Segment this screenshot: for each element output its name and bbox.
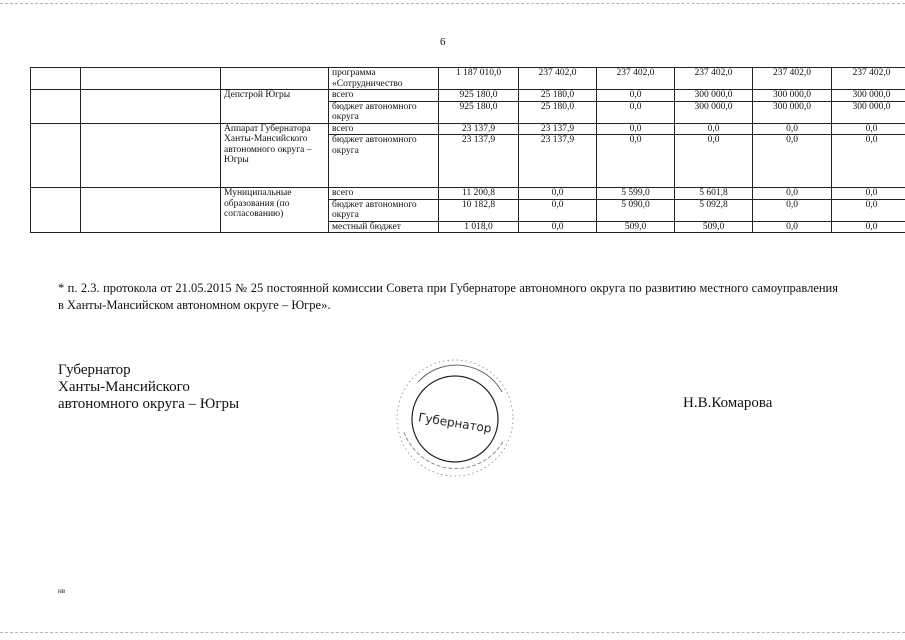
- value-cell: 0,0: [832, 221, 905, 233]
- value-cell: 0,0: [753, 188, 832, 200]
- signatory-name: Н.В.Комарова: [683, 395, 773, 411]
- value-cell: 5 090,0: [597, 199, 675, 221]
- value-cell: 0,0: [675, 123, 753, 135]
- value-cell: 237 402,0: [832, 68, 905, 90]
- value-cell: 23 137,9: [439, 135, 519, 188]
- source-cell: всего: [329, 123, 439, 135]
- executor-cell: [221, 68, 329, 90]
- source-cell: всего: [329, 188, 439, 200]
- signatory-title-line: автономного округа – Югры: [58, 396, 240, 412]
- executor-cell: Муниципальные образования (по согласованию): [221, 188, 329, 233]
- value-cell: 1 018,0: [439, 221, 519, 233]
- value-cell: 23 137,9: [519, 123, 597, 135]
- table-row: [31, 123, 905, 135]
- value-cell: 300 000,0: [832, 101, 905, 123]
- executor-initials: нв: [58, 587, 66, 595]
- value-cell: 0,0: [519, 199, 597, 221]
- table-cell: [81, 123, 221, 188]
- table-row: [31, 68, 905, 90]
- value-cell: 10 182,8: [439, 199, 519, 221]
- value-cell: 300 000,0: [832, 90, 905, 102]
- official-seal: [392, 352, 522, 482]
- value-cell: 925 180,0: [439, 90, 519, 102]
- value-cell: 0,0: [597, 135, 675, 188]
- top-scan-edge: [0, 3, 905, 4]
- source-cell: программа «Сотрудничество: [329, 68, 439, 90]
- value-cell: 237 402,0: [519, 68, 597, 90]
- bottom-scan-edge: [0, 632, 905, 633]
- table-cell: [31, 68, 81, 90]
- value-cell: 0,0: [519, 221, 597, 233]
- value-cell: 0,0: [753, 123, 832, 135]
- executor-cell: Депстрой Югры: [221, 90, 329, 124]
- value-cell: 23 137,9: [439, 123, 519, 135]
- value-cell: 0,0: [832, 188, 905, 200]
- source-cell: бюджет автономного округа: [329, 135, 439, 188]
- page-number: 6: [440, 36, 446, 48]
- value-cell: 237 402,0: [675, 68, 753, 90]
- table-cell: [31, 90, 81, 124]
- value-cell: 0,0: [519, 188, 597, 200]
- executor-cell: Аппарат Губернатора Ханты-Мансийского автономного округа – Югры: [221, 123, 329, 188]
- table-cell: [31, 188, 81, 233]
- source-cell: всего: [329, 90, 439, 102]
- signatory-title: [58, 362, 239, 413]
- seal-text: Губернатор: [417, 410, 493, 436]
- value-cell: 0,0: [597, 101, 675, 123]
- value-cell: 300 000,0: [675, 101, 753, 123]
- table-row: [31, 188, 905, 200]
- value-cell: 0,0: [675, 135, 753, 188]
- footnote: * п. 2.3. протокола от 21.05.2015 № 25 постоянной комиссии Совета при Губернаторе автономного округа по развитию местного самоуправления в Ханты-Мансийском автономном округе – Югре».: [58, 281, 838, 312]
- value-cell: 300 000,0: [753, 101, 832, 123]
- value-cell: 300 000,0: [675, 90, 753, 102]
- value-cell: 11 200,8: [439, 188, 519, 200]
- table-cell: [31, 123, 81, 188]
- signatory-title-line: Ханты-Мансийского: [58, 379, 190, 395]
- value-cell: 0,0: [753, 135, 832, 188]
- table-cell: [81, 68, 221, 90]
- value-cell: 0,0: [753, 221, 832, 233]
- table-cell: [81, 188, 221, 233]
- value-cell: 25 180,0: [519, 90, 597, 102]
- value-cell: 1 187 010,0: [439, 68, 519, 90]
- value-cell: 237 402,0: [597, 68, 675, 90]
- value-cell: 5 601,8: [675, 188, 753, 200]
- value-cell: 0,0: [597, 90, 675, 102]
- signatory-title-line: Губернатор: [58, 362, 131, 378]
- value-cell: 300 000,0: [753, 90, 832, 102]
- value-cell: 5 599,0: [597, 188, 675, 200]
- value-cell: 5 092,8: [675, 199, 753, 221]
- table-row: [31, 90, 905, 102]
- source-cell: бюджет автономного округа: [329, 199, 439, 221]
- value-cell: 23 137,9: [519, 135, 597, 188]
- value-cell: 509,0: [675, 221, 753, 233]
- budget-table: [30, 67, 905, 233]
- value-cell: 925 180,0: [439, 101, 519, 123]
- table-cell: [81, 90, 221, 124]
- value-cell: 25 180,0: [519, 101, 597, 123]
- value-cell: 0,0: [832, 135, 905, 188]
- value-cell: 0,0: [832, 199, 905, 221]
- source-cell: местный бюджет: [329, 221, 439, 233]
- value-cell: 0,0: [597, 123, 675, 135]
- value-cell: 509,0: [597, 221, 675, 233]
- value-cell: 237 402,0: [753, 68, 832, 90]
- value-cell: 0,0: [832, 123, 905, 135]
- value-cell: 0,0: [753, 199, 832, 221]
- source-cell: бюджет автономного округа: [329, 101, 439, 123]
